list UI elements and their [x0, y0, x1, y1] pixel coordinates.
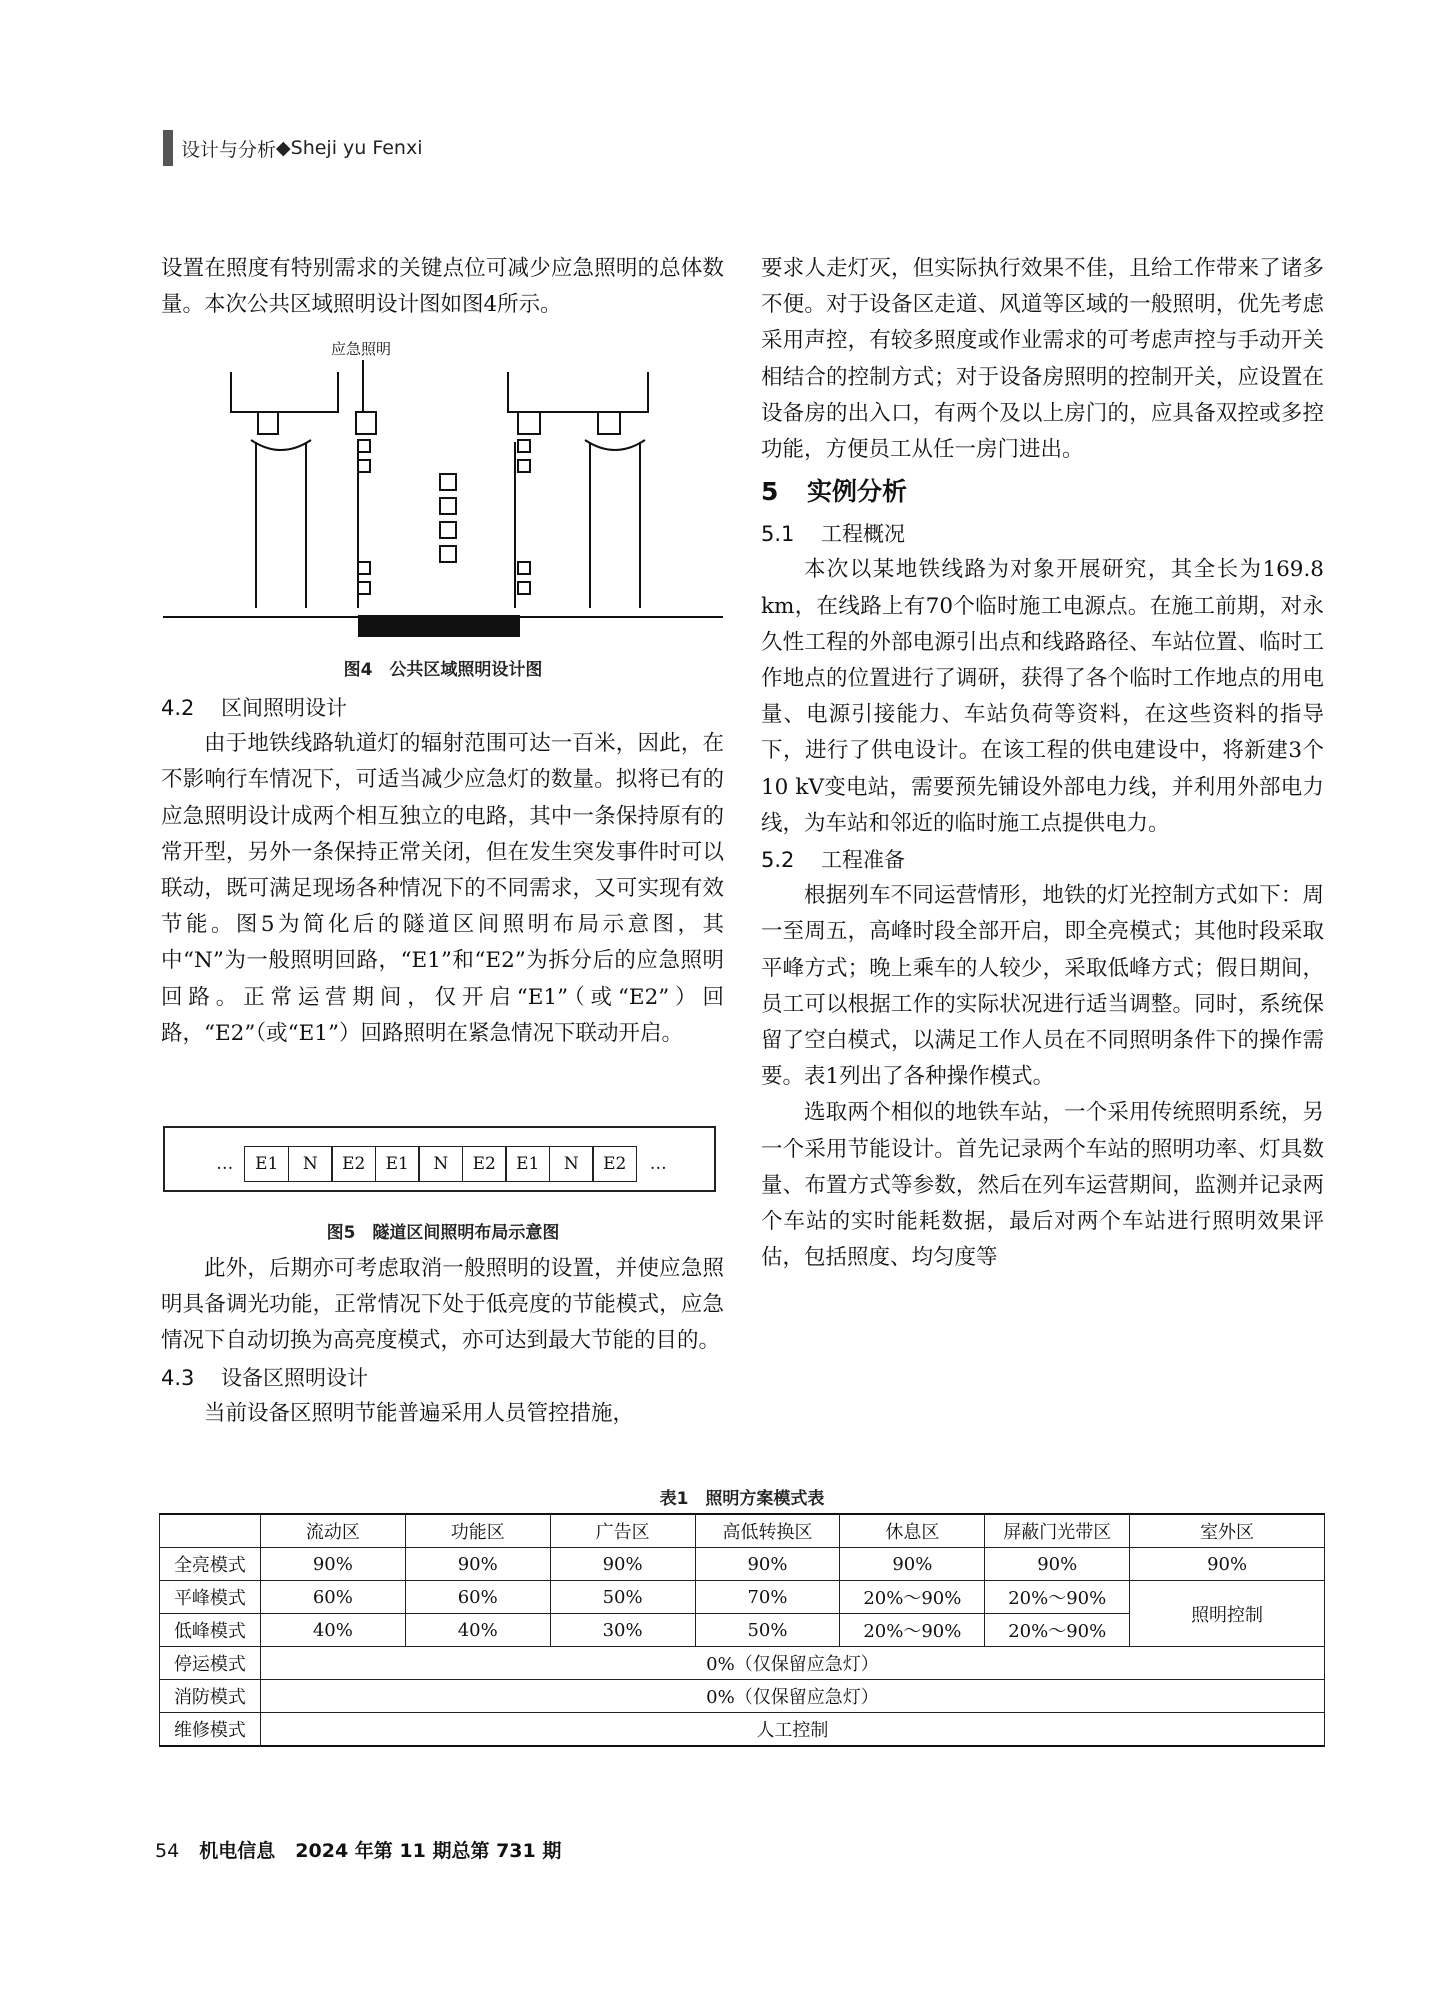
- table1-caption: 表1 照明方案模式表: [659, 1489, 825, 1509]
- section-4-3-heading: [161, 1360, 724, 1396]
- table-header-cell: 流动区: [260, 1514, 405, 1548]
- table-cell: 90%: [550, 1548, 695, 1581]
- table-header-cell: 高低转换区: [695, 1514, 840, 1548]
- table-cell: 20%～90%: [840, 1581, 985, 1614]
- table-row: [160, 1581, 1325, 1614]
- table-cell: 20%～90%: [985, 1614, 1130, 1647]
- table-header-row: [160, 1514, 1325, 1548]
- header-section: 设计与分析: [181, 138, 277, 161]
- figure-5: [163, 1126, 716, 1192]
- header-bar: [163, 130, 173, 166]
- fig5-cell: …: [216, 1154, 234, 1174]
- figure-4: [163, 332, 723, 642]
- journal-name: 机电信息: [199, 1840, 276, 1862]
- fig5-cell: E2: [592, 1146, 637, 1182]
- table-cell: 90%: [260, 1548, 405, 1581]
- section-5-1-number: 5.1: [761, 522, 795, 547]
- fig4-emergency-label: 应急照明: [331, 340, 392, 358]
- table-cell: 40%: [260, 1614, 405, 1647]
- section-5-1-title: 工程概况: [821, 522, 905, 547]
- table-merged-cell: 人工控制: [260, 1713, 1324, 1747]
- page-number: 54: [155, 1840, 180, 1862]
- section-5-2-para2: 选取两个相似的地铁车站，一个采用传统照明系统，另一个采用节能设计。首先记录两个车站的照明功率、灯具数量、布置方式等参数，然后在列车运营期间，监测并记录两个车站的实时能耗数据，最后对两个车站进行照明效果评估，包括照度、均匀度等: [761, 1100, 1324, 1271]
- section-4-3-number: 4.3: [161, 1365, 195, 1390]
- fig5-cell: E1: [505, 1146, 550, 1182]
- table-cell: 低峰模式: [160, 1614, 261, 1647]
- left-intro: 设置在照度有特别需求的关键点位可减少应急照明的总体数量。本次公共区域照明设计图如图4所示。: [161, 256, 724, 318]
- table-header-cell: 屏蔽门光带区: [985, 1514, 1130, 1548]
- page-footer: [155, 1836, 561, 1863]
- header-separator: ◆: [276, 137, 291, 159]
- table-cell: 40%: [405, 1614, 550, 1647]
- fig5-cell: E1: [375, 1146, 420, 1182]
- table-cell: 90%: [405, 1548, 550, 1581]
- left-column: [161, 251, 724, 323]
- table-header-cell: [160, 1514, 261, 1548]
- table-row: [160, 1680, 1325, 1713]
- table-row: [160, 1713, 1325, 1747]
- table-header-cell: 休息区: [840, 1514, 985, 1548]
- fig4-caption: 图4 公共区域照明设计图: [343, 660, 543, 680]
- section-5-2-para1: 根据列车不同运营情形，地铁的灯光控制方式如下：周一至周五，高峰时段全部开启，即全亮模式；其他时段采取平峰方式；晚上乘车的人较少，采取低峰方式；假日期间，员工可以根据工作的实际状况进行适当调整。同时，系统保留了空白模式，以满足工作人员在不同照明条件下的操作需要。表1列出了各种操作模式。: [761, 883, 1324, 1090]
- section-4-2-title: 区间照明设计: [221, 696, 347, 720]
- fig5-cell: E1: [244, 1146, 289, 1182]
- fig4-drawing: [163, 332, 723, 642]
- section-4-2-heading: [161, 690, 724, 726]
- table-1: [159, 1513, 1325, 1747]
- section-5-2-heading: [761, 842, 1324, 878]
- table-header-cell: 功能区: [405, 1514, 550, 1548]
- table-cell: 消防模式: [160, 1680, 261, 1713]
- table-header-cell: 室外区: [1130, 1514, 1325, 1548]
- table-header-cell: 广告区: [550, 1514, 695, 1548]
- table-cell: 30%: [550, 1614, 695, 1647]
- section-4-3-title: 设备区照明设计: [221, 1365, 368, 1390]
- journal-issue: 2024 年第 11 期总第 731 期: [295, 1840, 562, 1862]
- section-4-2-number: 4.2: [161, 696, 195, 720]
- left-column-sec42: [161, 690, 724, 1052]
- table-cell: 60%: [405, 1581, 550, 1614]
- fig5-cell: …: [649, 1154, 667, 1174]
- section-5-number: 5: [761, 477, 779, 507]
- section-5-2-number: 5.2: [761, 848, 795, 873]
- table-cell: 90%: [695, 1548, 840, 1581]
- table-cell: 90%: [840, 1548, 985, 1581]
- section-4-2-para1: 由于地铁线路轨道灯的辐射范围可达一百米，因此，在不影响行车情况下，可适当减少应急灯的数量。拟将已有的应急照明设计成两个相互独立的电路，其中一条保持原有的常开型，另外一条保持正常关闭，但在发生突发事件时可以联动，既可满足现场各种情况下的不同需求，又可实现有效节能。图5为简化后的隧道区间照明布局示意图，其中“N”为一般照明回路，“E1”和“E2”为拆分后的应急照明回路。正常运营期间，仅开启“E1”（或“E2”）回路，“E2”（或“E1”）回路照明在紧急情况下联动开启。: [161, 731, 724, 1046]
- table-cell: 全亮模式: [160, 1548, 261, 1581]
- running-header: [163, 130, 423, 166]
- table-cell: 平峰模式: [160, 1581, 261, 1614]
- table-row: [160, 1548, 1325, 1581]
- fig5-cell: E2: [331, 1146, 376, 1182]
- right-column: [761, 251, 1324, 1276]
- right-para0: 要求人走灯灭，但实际执行效果不佳，且给工作带来了诸多不便。对于设备区走道、风道等区域的一般照明，优先考虑采用声控，有较多照度或作业需求的可考虑声控与手动开关相结合的控制方式；对于设备房照明的控制开关，应设置在设备房的出入口，有两个及以上房门的，应具备双控或多控功能，方便员工从任一房门进出。: [761, 256, 1324, 463]
- section-5-1-para1: 本次以某地铁线路为对象开展研究，其全长为169.8 km，在线路上有70个临时施工电源点。在施工前期，对永久性工程的外部电源引出点和线路路径、车站位置、临时工作地点的位置进行了调研，获得了各个临时工作地点的用电量、电源引接能力、车站负荷等资料，在这些资料的指导下，进行了供电设计。在该工程的供电建设中，将新建3个10 kV变电站，需要预先铺设外部电力线，并利用外部电力线，为车站和邻近的临时施工点提供电力。: [761, 557, 1324, 836]
- section-5-2-title: 工程准备: [821, 848, 905, 873]
- section-5-1-heading: [761, 516, 1324, 552]
- table-cell: 90%: [985, 1548, 1130, 1581]
- fig5-cell: N: [549, 1146, 594, 1182]
- section-4-2-para2: 此外，后期亦可考虑取消一般照明的设置，并使应急照明具备调光功能，正常情况下处于低亮度的节能模式，应急情况下自动切换为高亮度模式，亦可达到最大节能的目的。: [161, 1256, 724, 1354]
- fig5-caption: 图5 隧道区间照明布局示意图: [326, 1223, 560, 1243]
- table-cell: 20%～90%: [985, 1581, 1130, 1614]
- table-merged-cell: 0%（仅保留应急灯）: [260, 1680, 1324, 1713]
- fig5-cell: N: [288, 1146, 333, 1182]
- section-4-3-para1: 当前设备区照明节能普遍采用人员管控措施，: [204, 1400, 635, 1426]
- section-5-heading: [761, 468, 1324, 516]
- table-cell: 停运模式: [160, 1647, 261, 1680]
- fig5-cell: E2: [462, 1146, 507, 1182]
- section-5-title: 实例分析: [807, 477, 908, 507]
- table-cell: 50%: [695, 1614, 840, 1647]
- left-column-bottom: [161, 1251, 724, 1432]
- table-row: [160, 1647, 1325, 1680]
- fig5-row: [165, 1146, 718, 1182]
- table-cell: 90%: [1130, 1548, 1325, 1581]
- table-cell: 维修模式: [160, 1713, 261, 1747]
- table-merged-cell: 0%（仅保留应急灯）: [260, 1647, 1324, 1680]
- table-cell: 50%: [550, 1581, 695, 1614]
- fig5-cell: N: [418, 1146, 463, 1182]
- table-cell: 60%: [260, 1581, 405, 1614]
- table-cell: 20%～90%: [840, 1614, 985, 1647]
- table-cell: 70%: [695, 1581, 840, 1614]
- header-pinyin: Sheji yu Fenxi: [290, 137, 423, 159]
- table-merged-cell: 照明控制: [1130, 1581, 1325, 1647]
